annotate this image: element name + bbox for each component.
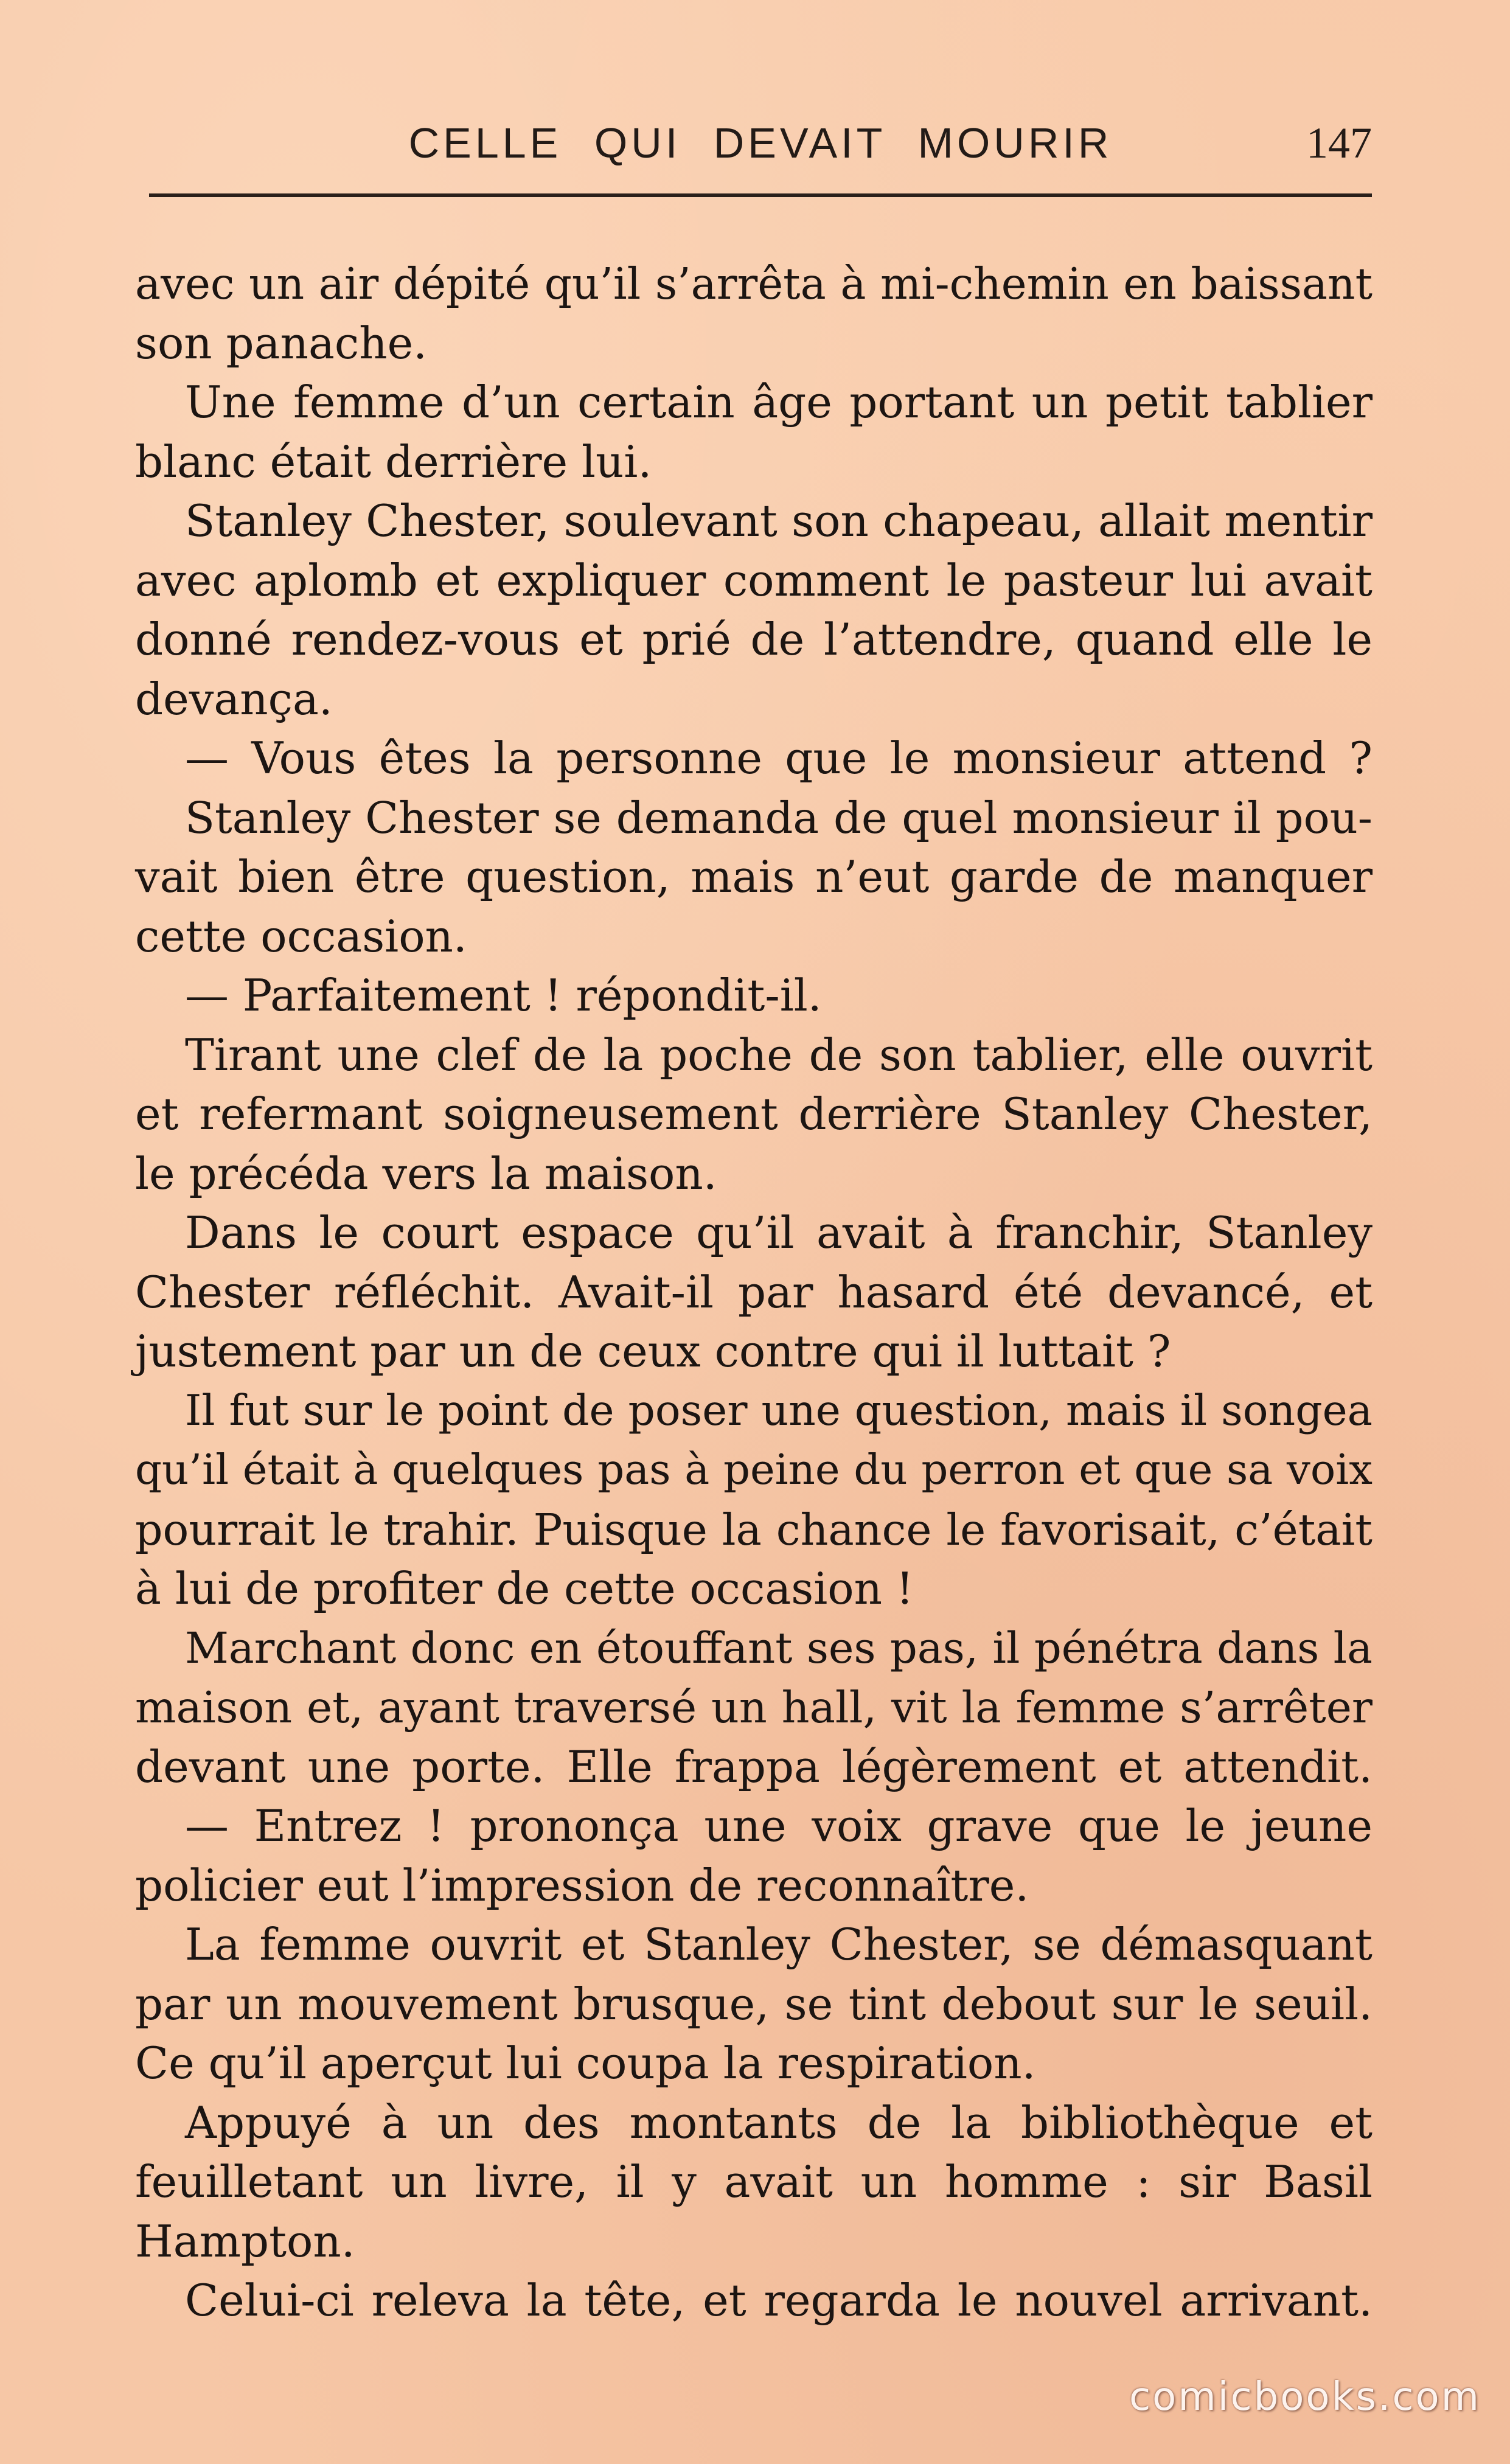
- text-line: devant une porte. Elle frappa légèrement et attendit.: [135, 1741, 1373, 1792]
- text-line: Stanley Chester, soulevant son chapeau, allait mentir: [185, 495, 1373, 546]
- text-line: justement par un de ceux contre qui il luttait ?: [135, 1326, 1171, 1377]
- page-number: 147: [1306, 119, 1372, 167]
- text-line: La femme ouvrit et Stanley Chester, se démasquant: [185, 1919, 1373, 1970]
- body-text: [135, 254, 1373, 2331]
- text-line: maison et, ayant traversé un hall, vit la femme s’arrêter: [135, 1682, 1373, 1733]
- text-line: cette occasion.: [135, 910, 467, 962]
- text-line: feuilletant un livre, il y avait un homme : sir Basil: [135, 2156, 1373, 2207]
- text-line: devança.: [135, 673, 333, 725]
- text-line: pourrait le trahir. Puisque la chance le favorisait, c’était: [135, 1504, 1373, 1555]
- text-line: Marchant donc en étouffant ses pas, il pénétra dans la: [185, 1623, 1373, 1673]
- text-line: blanc était derrière lui.: [135, 436, 652, 487]
- text-line: donné rendez-vous et prié de l’attendre, quand elle le: [135, 614, 1373, 665]
- text-line: par un mouvement brusque, se tint debout sur le seuil.: [135, 1978, 1373, 2030]
- page-header: [149, 113, 1372, 179]
- text-line: son panache.: [135, 317, 428, 369]
- text-line: Tirant une clef de la poche de son tablier, elle ouvrit: [185, 1029, 1373, 1081]
- text-line: le précéda vers la maison.: [135, 1147, 717, 1199]
- text-line: Il fut sur le point de poser une question, mais il songea: [185, 1386, 1373, 1435]
- text-line: vait bien être question, mais n’eut garde de manquer: [135, 851, 1373, 902]
- text-line: Ce qu’il aperçut lui coupa la respiration.: [135, 2038, 1036, 2089]
- text-line: Dans le court espace qu’il avait à franchir, Stanley: [185, 1207, 1373, 1258]
- text-line: Appuyé à un des montants de la bibliothèque et: [185, 2097, 1373, 2148]
- text-line: Stanley Chester se demanda de quel monsieur il pou-: [185, 792, 1373, 843]
- watermark: comicbooks.com: [1129, 2375, 1481, 2420]
- text-line: avec aplomb et expliquer comment le pasteur lui avait: [135, 554, 1373, 606]
- text-line: policier eut l’impression de reconnaître.: [135, 1859, 1029, 1911]
- text-line: — Vous êtes la personne que le monsieur attend ?: [185, 733, 1373, 784]
- text-line: Hampton.: [135, 2215, 355, 2267]
- text-line: — Parfaitement ! répondit-il.: [185, 970, 822, 1021]
- text-line: Chester réfléchit. Avait-il par hasard été devancé, et: [135, 1266, 1373, 1318]
- text-line: qu’il était à quelques pas à peine du perron et que sa voix: [135, 1446, 1373, 1494]
- text-line: à lui de profiter de cette occasion !: [135, 1563, 914, 1614]
- text-line: et refermant soigneusement derrière Stanley Chester,: [135, 1088, 1373, 1140]
- text-line: — Entrez ! prononça une voix grave que le jeune: [185, 1800, 1373, 1851]
- header-rule: [149, 193, 1372, 197]
- text-line: avec un air dépité qu’il s’arrêta à mi-chemin en baissant: [135, 259, 1373, 309]
- running-title: CELLE QUI DEVAIT MOURIR: [408, 119, 1113, 167]
- text-line: Une femme d’un certain âge portant un petit tablier: [185, 377, 1373, 428]
- text-line: Celui-ci releva la tête, et regarda le nouvel arrivant.: [185, 2275, 1373, 2326]
